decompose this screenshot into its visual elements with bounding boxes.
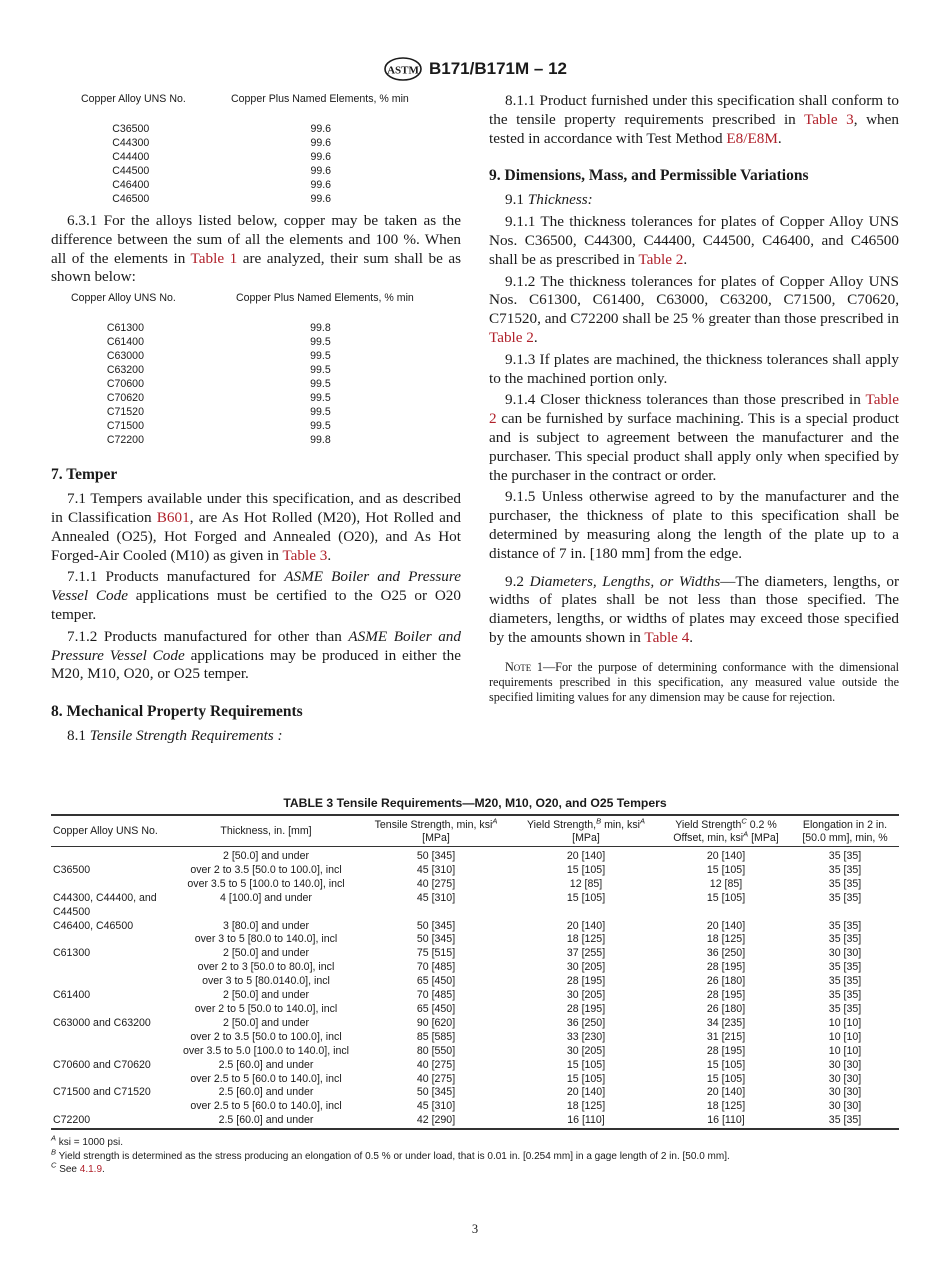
copper-min-cell: 99.5 [310, 350, 331, 363]
elong-cell: 35 [35] [828, 877, 862, 890]
tensile-cell: 85 [585] [416, 1030, 456, 1043]
yield-cell: 12 [85] [569, 877, 603, 890]
tensile-cell: 40 [275] [416, 877, 456, 890]
table-row [81, 122, 461, 136]
table-row [71, 321, 461, 335]
alloy-cell: C44300 [112, 137, 150, 149]
yield02-cell: 20 [140] [706, 919, 746, 932]
alloy-cell: C36500 [53, 863, 91, 876]
alloy-cell [51, 961, 171, 975]
tensile-cell: 50 [345] [416, 850, 456, 862]
page-number: 3 [471, 1222, 479, 1236]
copper-min-cell: 99.8 [310, 434, 331, 447]
thickness-cell: 2.5 [60.0] and under [218, 1086, 314, 1099]
alloy-cell: C70600 [106, 378, 144, 391]
tensile-cell: 80 [550] [416, 1044, 456, 1057]
tensile-cell: 45 [310] [416, 863, 456, 876]
table-row [51, 947, 899, 961]
col-header-tensile: Tensile Strength, min, ksi$^A$ [MPa] [374, 816, 498, 844]
alloy-cell: C46400 [112, 179, 150, 191]
elong-cell: 35 [35] [828, 1002, 862, 1015]
table-3 [51, 814, 899, 1130]
table-row [81, 164, 461, 178]
paragraph-7-1-1: 7.1.1 Products manufactured for ASME Boiler and Pressure Vessel Code applications must be certified to the O25 or O20 temper. [51, 568, 461, 623]
link-table-2[interactable]: Table 2 [489, 328, 534, 346]
table-row [81, 150, 461, 164]
alloy-cell: C72200 [53, 1114, 91, 1127]
thickness-cell: 2 [50.0] and under [223, 850, 309, 862]
alloy-cell: C46400, C46500 [53, 919, 134, 932]
yield-cell: 33 [230] [566, 1030, 606, 1043]
elong-cell: 10 [10] [828, 1044, 862, 1057]
alloy-cell: C36500 [112, 123, 150, 135]
copper-min-cell: 99.5 [310, 364, 331, 377]
alloy-cell: C46500 [112, 193, 150, 205]
col-header-yield-offset: Yield Strength$^C$ 0.2 % Offset, min, ksi$^A$ [MPa] [673, 816, 779, 844]
tensile-cell: 42 [290] [416, 1114, 456, 1127]
footnote-a: $^A$ ksi = 1000 psi. [51, 1133, 123, 1148]
alloy-cell: C44300, C44400, and C44500 [53, 891, 157, 918]
table-row [51, 892, 899, 920]
alloy-cell: C61400 [53, 989, 91, 1002]
elong-cell: 30 [30] [828, 1100, 862, 1113]
copper-table-a [81, 92, 461, 206]
link-4-1-9[interactable]: 4.1.9 [79, 1164, 103, 1175]
table-row [51, 961, 899, 975]
thickness-cell: 2.5 [60.0] and under [218, 1058, 314, 1071]
elong-cell: 30 [30] [828, 1058, 862, 1071]
copper-min-cell: 99.6 [310, 165, 332, 177]
yield02-cell: 18 [125] [706, 933, 746, 946]
alloy-cell: C72200 [106, 434, 144, 447]
copper-min-cell: 99.5 [310, 420, 331, 433]
elong-cell: 10 [10] [828, 1030, 862, 1043]
thickness-cell: over 2 to 3 [50.0 to 80.0], incl [197, 961, 335, 974]
table-row [81, 178, 461, 192]
col-header-alloy: Copper Alloy UNS No. [53, 825, 158, 838]
yield-cell: 15 [105] [566, 1058, 606, 1071]
table-3-body [51, 847, 899, 1130]
paragraph-6-3-1: 6.3.1 For the alloys listed below, copper may be taken as the difference between the sum of all the elements and 100 %. When all of the elements in Table 1 are analyzed, their sum shall be as shown below: [51, 212, 462, 286]
table-row [51, 847, 899, 864]
yield-cell: 16 [110] [567, 1114, 605, 1127]
section-9-heading: 9. Dimensions, Mass, and Permissible Variations [489, 167, 809, 185]
col-header-yield: Yield Strength,$^B$ min, ksi$^A$ [MPa] [527, 816, 645, 844]
table-row [51, 1114, 899, 1129]
yield02-cell: 15 [105] [706, 863, 746, 876]
yield02-cell: 20 [140] [706, 1086, 746, 1099]
elong-cell: 35 [35] [828, 919, 862, 932]
table-row [51, 975, 899, 989]
yield02-cell: 26 [180] [706, 975, 746, 988]
copper-min-cell: 99.6 [310, 137, 332, 149]
link-table-2[interactable]: Table 2 [489, 391, 899, 428]
thickness-cell: 2 [50.0] and under [223, 1016, 309, 1029]
copper-min-cell: 99.6 [310, 193, 332, 205]
yield-cell: 28 [195] [566, 1002, 606, 1015]
thickness-cell: 2 [50.0] and under [223, 947, 309, 960]
copper-min-cell: 99.5 [310, 378, 331, 391]
thickness-cell: over 3.5 to 5 [100.0 to 140.0], incl [187, 877, 345, 890]
tensile-cell: 45 [310] [416, 1100, 456, 1113]
table-row [51, 1100, 899, 1114]
table-row [51, 1017, 899, 1031]
alloy-cell [51, 878, 171, 892]
table-row [71, 419, 461, 433]
alloy-cell: C70600 and C70620 [53, 1058, 151, 1071]
link-table-3[interactable]: Table 3 [804, 110, 854, 128]
alloy-cell: C63200 [106, 364, 144, 377]
copper-table-a-body [81, 122, 461, 206]
tensile-cell: 65 [450] [416, 1002, 456, 1015]
col-header-thickness: Thickness, in. [mm] [220, 825, 312, 838]
alloy-cell: C71500 and C71520 [53, 1086, 151, 1099]
copper-table-b [71, 291, 461, 447]
yield-cell: 15 [105] [566, 863, 606, 876]
col-header-elongation: Elongation in 2 in. [50.0 mm], min, % [802, 819, 888, 844]
paragraph-9-1: 9.1 Thickness: [505, 191, 593, 209]
table-row [51, 989, 899, 1003]
alloy-cell: C61300 [53, 947, 91, 960]
yield02-cell: 15 [105] [706, 1058, 746, 1071]
table-row [51, 1059, 899, 1073]
thickness-cell: over 2.5 to 5 [60.0 to 140.0], incl [190, 1072, 342, 1085]
yield02-cell: 28 [195] [706, 989, 746, 1002]
alloy-cell [51, 1073, 171, 1087]
section-7-heading: 7. Temper [51, 466, 118, 484]
footnote-b: $^B$ Yield strength is determined as the stress producing an elongation of 0.5 % or under load, that is 0.01 in. [0.254 mm] in a gage length of 2 in. [50.0 mm]. [51, 1147, 730, 1162]
yield02-cell: 26 [180] [706, 1002, 746, 1015]
alloy-cell: C71500 [106, 420, 144, 433]
yield02-cell: 20 [140] [706, 850, 746, 862]
alloy-cell [51, 975, 171, 989]
link-table-4[interactable]: Table 4 [644, 628, 690, 646]
thickness-cell: over 3.5 to 5.0 [100.0 to 140.0], incl [182, 1044, 350, 1057]
alloy-cell [51, 847, 171, 864]
tensile-cell: 70 [485] [416, 961, 456, 974]
table-row [71, 335, 461, 349]
elong-cell: 35 [35] [828, 933, 862, 946]
table-row [71, 405, 461, 419]
table-row [51, 864, 899, 878]
elong-cell: 35 [35] [828, 863, 862, 876]
elong-cell: 30 [30] [828, 1072, 862, 1085]
alloy-cell: C61300 [106, 322, 144, 335]
elong-cell: 30 [30] [828, 947, 862, 960]
col-header-alloy: Copper Alloy UNS No. [71, 292, 176, 305]
tensile-cell: 40 [275] [416, 1058, 456, 1071]
table-row [51, 1073, 899, 1087]
paragraph-7-1-2: 7.1.2 Products manufactured for other than ASME Boiler and Pressure Vessel Code applications may be produced in either the M20, M10, O20, or O25 temper. [51, 627, 461, 683]
yield02-cell: 28 [195] [706, 1044, 746, 1057]
yield-cell: 18 [125] [566, 1100, 606, 1113]
paragraph-9-2: 9.2 Diameters, Lengths, or Widths—The diameters, lengths, or widths of plates shall be not less than those specified. The diameters, lengths, or widths of plates may exceed those specified by the amounts shown in Table 4. [489, 572, 900, 646]
thickness-cell: over 2.5 to 5 [60.0 to 140.0], incl [190, 1100, 342, 1113]
table-3-header-row [51, 815, 899, 847]
alloy-cell: C71520 [106, 406, 144, 419]
elong-cell: 35 [35] [828, 989, 862, 1002]
thickness-cell: over 3 to 5 [80.0140.0], incl [202, 975, 330, 988]
table-row [51, 878, 899, 892]
yield02-cell: 16 [110] [707, 1114, 745, 1127]
svg-text:ASTM: ASTM [387, 64, 419, 77]
yield02-cell: 34 [235] [706, 1016, 746, 1029]
elong-cell: 35 [35] [828, 1114, 862, 1127]
alloy-cell [51, 933, 171, 947]
tensile-cell: 90 [620] [416, 1016, 456, 1029]
alloy-cell: C44500 [112, 165, 150, 177]
paragraph-9-1-3: 9.1.3 If plates are machined, the thickness tolerances shall apply to the machined portion only. [489, 350, 899, 387]
paragraph-7-1: 7.1 Tempers available under this specification, and as described in Classification B601, are As Hot Rolled (M20), Hot Rolled and Annealed (O25), Hot Forged and Annealed (O20), and As Hot Forged-Air Cooled (M10) as given in Table 3. [51, 490, 461, 564]
tensile-cell: 40 [275] [416, 1072, 456, 1085]
alloy-cell [51, 1031, 171, 1045]
link-table-2[interactable]: Table 2 [638, 250, 684, 268]
link-e8-e8m[interactable]: E8/E8M [726, 129, 778, 147]
table-row [81, 192, 461, 206]
thickness-cell: 4 [100.0] and under [220, 891, 312, 904]
yield-cell: 15 [105] [566, 891, 606, 904]
section-8-heading: 8. Mechanical Property Requirements [51, 703, 303, 721]
copper-min-cell: 99.6 [310, 123, 332, 135]
link-b601[interactable]: B601 [156, 508, 190, 526]
yield-cell: 30 [205] [566, 989, 606, 1002]
yield-cell: 20 [140] [566, 919, 606, 932]
table-row [51, 1086, 899, 1100]
tensile-cell: 70 [485] [416, 989, 456, 1002]
copper-table-b-header [71, 291, 461, 305]
yield-cell: 20 [140] [566, 850, 606, 862]
thickness-cell: over 2 to 3.5 [50.0 to 100.0], incl [190, 863, 342, 876]
elong-cell: 35 [35] [828, 961, 862, 974]
table-row [71, 433, 461, 447]
yield02-cell: 28 [195] [706, 961, 746, 974]
alloy-cell: C63000 and C63200 [53, 1016, 151, 1029]
table-row [51, 1045, 899, 1059]
page-header [0, 56, 950, 82]
astm-logo-icon [383, 56, 423, 82]
yield02-cell: 15 [105] [706, 891, 746, 904]
copper-min-cell: 99.5 [310, 406, 331, 419]
col-header-alloy: Copper Alloy UNS No. [81, 93, 186, 105]
table-3-footnotes [51, 1133, 899, 1177]
yield-cell: 30 [205] [566, 961, 606, 974]
paragraph-8-1-1: 8.1.1 Product furnished under this specification shall conform to the tensile property requirements prescribed in Table 3, when tested in accordance with Test Method E8/E8M. [489, 92, 899, 147]
yield-cell: 18 [125] [566, 933, 606, 946]
tensile-cell: 50 [345] [416, 933, 456, 946]
yield-cell: 15 [105] [566, 1072, 606, 1085]
table-row [71, 363, 461, 377]
table-row [51, 1031, 899, 1045]
copper-min-cell: 99.5 [310, 336, 331, 349]
col-header-copper: Copper Plus Named Elements, % min [236, 292, 414, 305]
thickness-cell: 2.5 [60.0] and under [218, 1114, 314, 1127]
yield02-cell: 31 [215] [706, 1030, 746, 1043]
table-row [71, 391, 461, 405]
thickness-cell: over 2 to 5 [50.0 to 140.0], incl [194, 1002, 338, 1015]
thickness-cell: 2 [50.0] and under [223, 989, 309, 1002]
yield02-cell: 15 [105] [706, 1072, 746, 1085]
elong-cell: 35 [35] [828, 891, 862, 904]
thickness-cell: over 3 to 5 [80.0 to 140.0], incl [194, 933, 338, 946]
copper-min-cell: 99.6 [310, 151, 332, 163]
table-row [51, 920, 899, 934]
elong-cell: 30 [30] [828, 1086, 862, 1099]
footnote-c: $^C$ See 4.1.9. [51, 1160, 105, 1175]
link-table-3[interactable]: Table 3 [282, 546, 328, 564]
yield-cell: 37 [255] [566, 947, 606, 960]
right-column [489, 92, 899, 706]
table-row [81, 136, 461, 150]
note-label: Note 1 [505, 659, 543, 674]
left-column [51, 92, 461, 746]
paragraph-9-1-1: 9.1.1 The thickness tolerances for plates of Copper Alloy UNS Nos. C36500, C44300, C44400, C44500, C46400, and C46500 shall be as prescribed in Table 2. [489, 213, 899, 268]
paragraph-9-1-2: 9.1.2 The thickness tolerances for plates of Copper Alloy UNS Nos. C61300, C61400, C63000, C63200, C71500, C70620, C71520, and C72200 shall be 25 % greater than those prescribed in Table 2. [489, 272, 899, 346]
table-row [51, 933, 899, 947]
elong-cell: 35 [35] [828, 975, 862, 988]
paragraph-8-1: 8.1 Tensile Strength Requirements : [67, 727, 283, 745]
yield-cell: 20 [140] [566, 1086, 606, 1099]
note-1: Note 1—For the purpose of determining conformance with the dimensional requirements prescribed in this specification, any measured value outside the specified limiting values for any dimension may be cause for rejection. [489, 659, 899, 705]
table-row [71, 377, 461, 391]
alloy-cell [51, 1003, 171, 1017]
elong-cell: 10 [10] [828, 1016, 862, 1029]
alloy-cell: C70620 [106, 392, 144, 405]
copper-min-cell: 99.8 [310, 322, 331, 335]
table-row [71, 349, 461, 363]
tensile-cell: 45 [310] [416, 891, 456, 904]
alloy-cell: C44400 [112, 151, 150, 163]
alloy-cell: C61400 [106, 336, 144, 349]
yield02-cell: 36 [250] [706, 947, 746, 960]
tensile-cell: 75 [515] [416, 947, 456, 960]
tensile-cell: 50 [345] [416, 1086, 456, 1099]
table-3-title: TABLE 3 Tensile Requirements—M20, M10, O20, and O25 Tempers [283, 796, 667, 810]
alloy-cell [51, 1100, 171, 1114]
yield02-cell: 18 [125] [706, 1100, 746, 1113]
copper-table-a-header [81, 92, 461, 106]
yield-cell: 30 [205] [566, 1044, 606, 1057]
document-id: B171/B171M – 12 [429, 59, 567, 78]
copper-table-b-body [71, 321, 461, 447]
yield-cell: 28 [195] [566, 975, 606, 988]
alloy-cell [51, 1045, 171, 1059]
alloy-cell: C63000 [106, 350, 144, 363]
tensile-cell: 65 [450] [416, 975, 456, 988]
copper-min-cell: 99.5 [310, 392, 331, 405]
paragraph-9-1-5: 9.1.5 Unless otherwise agreed to by the manufacturer and the purchaser, the thickness of plate to this specification shall be determined by measuring along the length of the plate up to a distance of 7 in. [180 mm] from the edge. [489, 488, 899, 562]
link-table-1[interactable]: Table 1 [190, 249, 238, 267]
copper-min-cell: 99.6 [310, 179, 332, 191]
yield02-cell: 12 [85] [709, 877, 743, 890]
thickness-cell: 3 [80.0] and under [223, 919, 309, 932]
tensile-cell: 50 [345] [416, 919, 456, 932]
paragraph-9-1-4: 9.1.4 Closer thickness tolerances than those prescribed in Table 2 can be furnished by surface machining. This is a special product and is subject to agreement between the manufacturer and the purchaser. This special product shall apply only when specified by the purchaser in the contract or order. [489, 391, 899, 484]
yield-cell: 36 [250] [566, 1016, 606, 1029]
thickness-cell: over 2 to 3.5 [50.0 to 100.0], incl [190, 1030, 342, 1043]
col-header-copper: Copper Plus Named Elements, % min [231, 93, 409, 105]
elong-cell: 35 [35] [828, 850, 862, 862]
table-row [51, 1003, 899, 1017]
